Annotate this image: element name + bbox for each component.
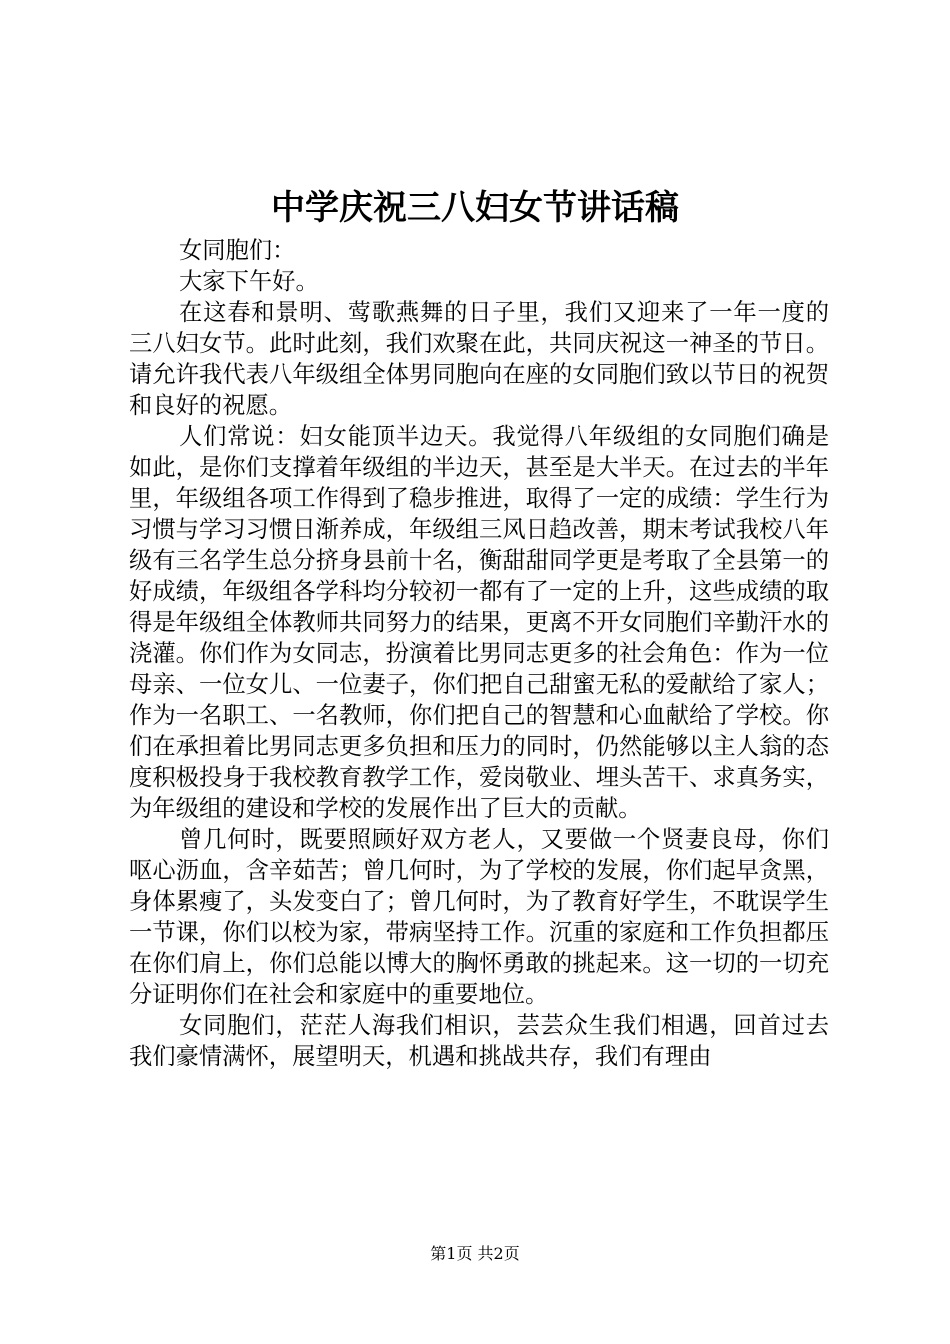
- paragraph-sacrifices: 曾几何时，既要照顾好双方老人，又要做一个贤妻良母，你们呕心沥血，含辛茹苦；曾几何时，为了学校的发展，你们起早贪黑，身体累瘦了，头发变白了；曾几何时，为了教育好学生，不耽误学生一节课，你们以校为家，带病坚持工作。沉重的家庭和工作负担都压在你们肩上，你们总能以博大的胸怀勇敢的挑起来。这一切的一切充分证明你们在社会和家庭中的重要地位。: [129, 826, 829, 1008]
- document-body: [129, 235, 829, 1072]
- paragraph-opening: 在这春和景明、莺歌燕舞的日子里，我们又迎来了一年一度的三八妇女节。此时此刻，我们欢聚在此，共同庆祝这一神圣的节日。请允许我代表八年级组全体男同胞向在座的女同胞们致以节日的祝贺和良好的祝愿。: [129, 299, 829, 419]
- page-footer: 第1页 共2页: [430, 1244, 520, 1263]
- paragraph-salutation: 女同胞们：: [179, 237, 296, 264]
- paragraph-greeting: 大家下午好。: [179, 268, 319, 295]
- document-title: 中学庆祝三八妇女节讲话稿: [271, 188, 679, 228]
- paragraph-achievements: 人们常说：妇女能顶半边天。我觉得八年级组的女同胞们确是如此，是你们支撑着年级组的半边天，甚至是大半天。在过去的半年里，年级组各项工作得到了稳步推进，取得了一定的成绩：学生行为习惯与学习习惯日渐养成，年级组三风日趋改善，期末考试我校八年级有三名学生总分挤身县前十名，衡甜甜同学更是考取了全县第一的好成绩，年级组各学科均分较初一都有了一定的上升，这些成绩的取得是年级组全体教师共同努力的结果，更离不开女同胞们辛勤汗水的浇灌。你们作为女同志，扮演着比男同志更多的社会角色：作为一位母亲、一位女儿、一位妻子，你们把自己甜蜜无私的爱献给了家人；作为一名职工、一名教师，你们把自己的智慧和心血献给了学校。你们在承担着比男同志更多负担和压力的同时，仍然能够以主人翁的态度积极投身于我校教育教学工作，爱岗敬业、埋头苦干、求真务实，为年级组的建设和学校的发展作出了巨大的贡献。: [129, 423, 829, 822]
- paragraph-closing: 女同胞们，茫茫人海我们相识，芸芸众生我们相遇，回首过去我们豪情满怀，展望明天，机遇和挑战共存，我们有理由: [129, 1012, 829, 1070]
